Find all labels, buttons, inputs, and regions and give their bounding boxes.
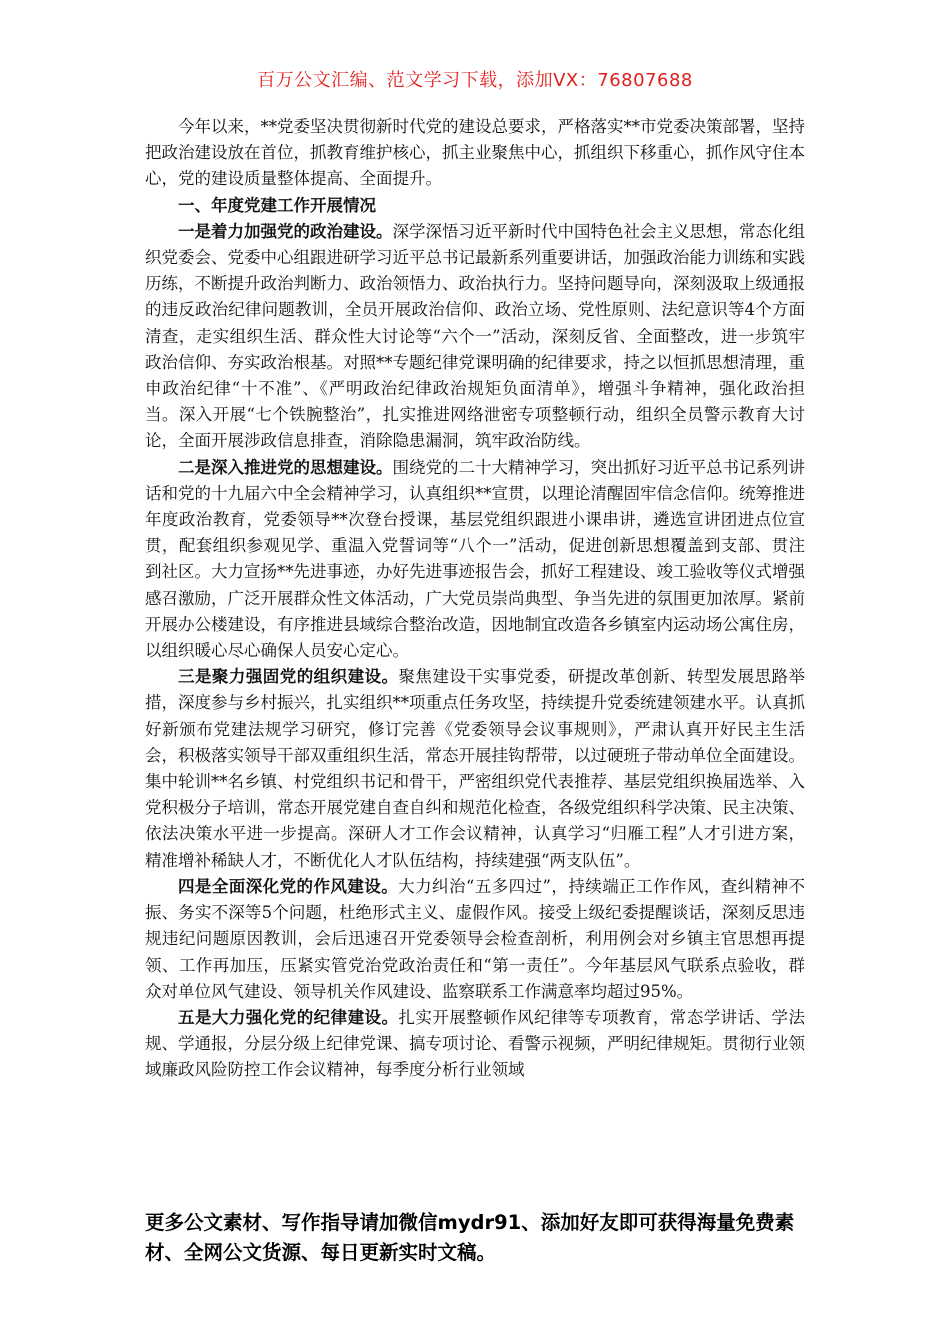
paragraph-text: 深学深悟习近平新时代中国特色社会主义思想，常态化组织党委会、党委中心组跟进研学习近平总书记最新系列重要讲话，加强政治能力训练和实践历练，不断提升政治判断力、政治领悟力、政治执行力。坚持问题导向，深刻汲取上级通报的违反政治纪律问题教训，全员开展政治信仰、政治立场、党性原则、法纪意识等4个方面清查，走实组织生活、群众性大讨论等“六个一”活动，深刻反省、全面整改，进一步筑牢政治信仰、夯实政治根基。对照**专题纪律党课明确的纪律要求，持之以恒抓思想清理，重申政治纪律“十不准”、《严明政治纪律政治规矩负面清单》，增强斗争精神，强化政治担当。深入开展“七个铁腕整治”，扎实推进网络泄密专项整顿行动，组织全员警示教育大讨论，全面开展涉政信息排查，消除隐患漏洞，筑牢政治防线。 — [145, 221, 805, 451]
paragraph-text: 聚焦建设干实事党委，研提改革创新、转型发展思路举措，深度参与乡村振兴，扎实组织**项重点任务攻坚，持续提升党委统建领建水平。认真抓好新颁布党建法规学习研究，修订完善《党委领导会议事规则》，严肃认真开好民主生活会，积极落实领导干部双重组织生活，常态开展挂钩帮带，以过硬班子带动单位全面建设。集中轮训**名乡镇、村党组织书记和骨干，严密组织党代表推荐、基层党组织换届选举、入党积极分子培训，常态开展党建自查自纠和规范化检查，各级党组织科学决策、民主决策、依法决策水平进一步提高。深研人才工作会议精神，认真学习“归雁工程”人才引进方案，精准增补稀缺人才，不断优化人才队伍结构，持续建强“两支队伍”。 — [145, 667, 806, 870]
paragraph-lead: 三是聚力强固党的组织建设。 — [178, 667, 399, 687]
paragraph-lead: 一是着力加强党的政治建设。 — [178, 221, 393, 241]
paragraph-discipline — [145, 1005, 805, 1084]
paragraph-text: 大力纠治“五多四过”，持续端正工作作风，查纠精神不振、务实不深等5个问题，杜绝形式主义、虚假作风。接受上级纪委提醒谈话，深刻反思违规违纪问题原因教训，会后迅速召开党委领导会检查剖析，利用例会对乡镇主官思想再提领、工作再加压，压紧实管党治党政治责任和“第一责任”。今年基层风气联系点验收，群众对单位风气建设、领导机关作风建设、监察联系工作满意率均超过95%。 — [145, 876, 806, 1001]
document-body — [145, 114, 805, 1084]
header-banner: 百万公文汇编、范文学习下载，添加VX：76807688 — [257, 70, 693, 91]
paragraph-lead: 四是全面深化党的作风建设。 — [178, 876, 399, 896]
section-heading: 一、年度党建工作开展情况 — [178, 195, 376, 215]
intro-paragraph: 今年以来，**党委坚决贯彻新时代党的建设总要求，严格落实**市党委决策部署，坚持把政治建设放在首位，抓教育维护核心，抓主业聚焦中心，抓组织下移重心，抓作风守住本心，党的建设质量整体提高、全面提升。 — [145, 117, 805, 189]
footer-banner: 更多公文素材、写作指导请加微信mydr91、添加好友即可获得海量免费素材、全网公文货源、每日更新实时文稿。 — [145, 1211, 795, 1264]
paragraph-organizational — [145, 664, 805, 874]
paragraph-ideological — [145, 455, 805, 665]
paragraph-text: 扎实开展整顿作风纪律等专项教育，常态学讲话、学法规、学通报，分层分级上纪律党课、搞专项讨论、看警示视频，严明纪律规矩。贯彻行业领域廉政风险防控工作会议精神，每季度分析行业领域 — [145, 1007, 806, 1080]
paragraph-work-style — [145, 874, 805, 1005]
paragraph-lead: 二是深入推进党的思想建设。 — [178, 457, 393, 477]
paragraph-political — [145, 219, 805, 455]
paragraph-lead: 五是大力强化党的纪律建设。 — [178, 1007, 399, 1027]
paragraph-text: 围绕党的二十大精神学习，突出抓好习近平总书记系列讲话和党的十九届六中全会精神学习，认真组织**宣贯，以理论清醒固牢信念信仰。统筹推进年度政治教育，党委领导**次登台授课，基层党组织跟进小课串讲，遴选宣讲团进点位宣贯，配套组织参观见学、重温入党誓词等“八个一”活动，促进创新思想覆盖到支部、贯注到社区。大力宣扬**先进事迹，办好先进事迹报告会，抓好工程建设、竣工验收等仪式增强感召激励，广泛开展群众性文体活动，广大党员崇尚典型、争当先进的氛围更加浓厚。紧前开展办公楼建设，有序推进县域综合整治改造，因地制宜改造各乡镇室内运动场公寓住房，以组织暖心尽心确保人员安心定心。 — [145, 457, 805, 661]
